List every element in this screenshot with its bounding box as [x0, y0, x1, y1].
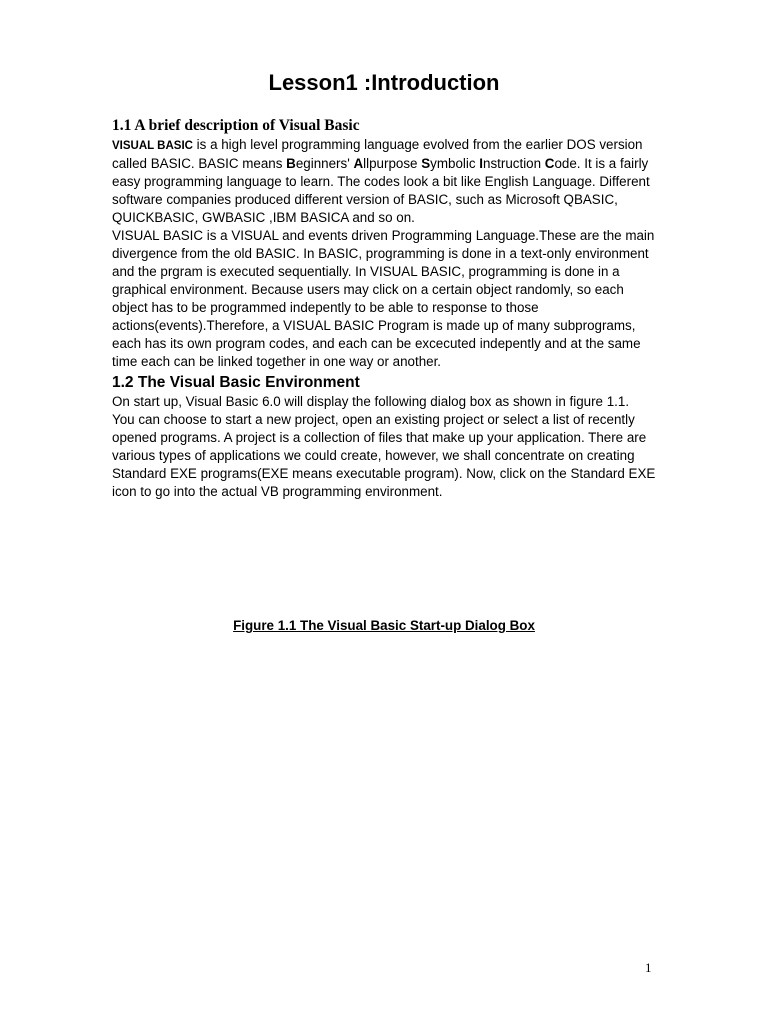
p1-bold-c: C [544, 156, 555, 171]
p1-text-3: llpurpose [363, 156, 422, 171]
p1-bold-a: A [353, 156, 364, 171]
p1-text-1: is a high level programming language evolved from the earlier DOS version called BASIC. BASIC means [112, 137, 643, 171]
section-1-paragraph-1 [112, 136, 657, 227]
p1-text-4: ymbolic [430, 156, 480, 171]
page-number: 1 [645, 960, 652, 975]
p1-bold-i: I [479, 156, 484, 171]
section-1-paragraph-2: VISUAL BASIC is a VISUAL and events driven Programming Language.These are the main divergence from the old BASIC. In BASIC, programming is done in a text-only environment and the prgram is executed sequentially. In VISUAL BASIC, programming is done in a graphical environment. Because users may click on a certain object randomly, so each object has to be programmed indepently to be able to response to those actions(events).Therefore, a VISUAL BASIC Program is made up of many subprograms, each has its own program codes, and each can be excecuted indepently and at the same time each can be linked together in one way or another. [112, 228, 655, 369]
section-1-heading: 1.1 A brief description of Visual Basic [112, 117, 360, 134]
p1-text-2: eginners' [295, 156, 354, 171]
p1-bold-b: B [286, 156, 296, 171]
p1-bold-s: S [421, 156, 431, 171]
page-title: Lesson1 :Introduction [268, 70, 500, 95]
p1-text-5: nstruction [483, 156, 545, 171]
body-content [112, 116, 657, 501]
figure-caption: Figure 1.1 The Visual Basic Start-up Dialog Box [233, 618, 535, 633]
p1-text-6: ode. It is a fairly easy programming language to learn. The codes look a bit like English Language. Different software companies produced different version of BASIC, such as Microsoft QBASIC, QUICKBASIC, GWBASIC ,IBM BASICA and so on. [112, 156, 650, 225]
section-2-paragraph-1: On start up, Visual Basic 6.0 will display the following dialog box as shown in figure 1.1. [112, 394, 630, 409]
visual-basic-lead: VISUAL BASIC [112, 140, 193, 152]
section-2-paragraph-2: You can choose to start a new project, open an existing project or select a list of recently opened programs. A project is a collection of files that make up your application. There are various types of applications we could create, however, we shall concentrate on creating Standard EXE programs(EXE means executable program). Now, click on the Standard EXE icon to go into the actual VB programming environment. [112, 412, 656, 499]
section-2-heading: 1.2 The Visual Basic Environment [112, 374, 360, 391]
